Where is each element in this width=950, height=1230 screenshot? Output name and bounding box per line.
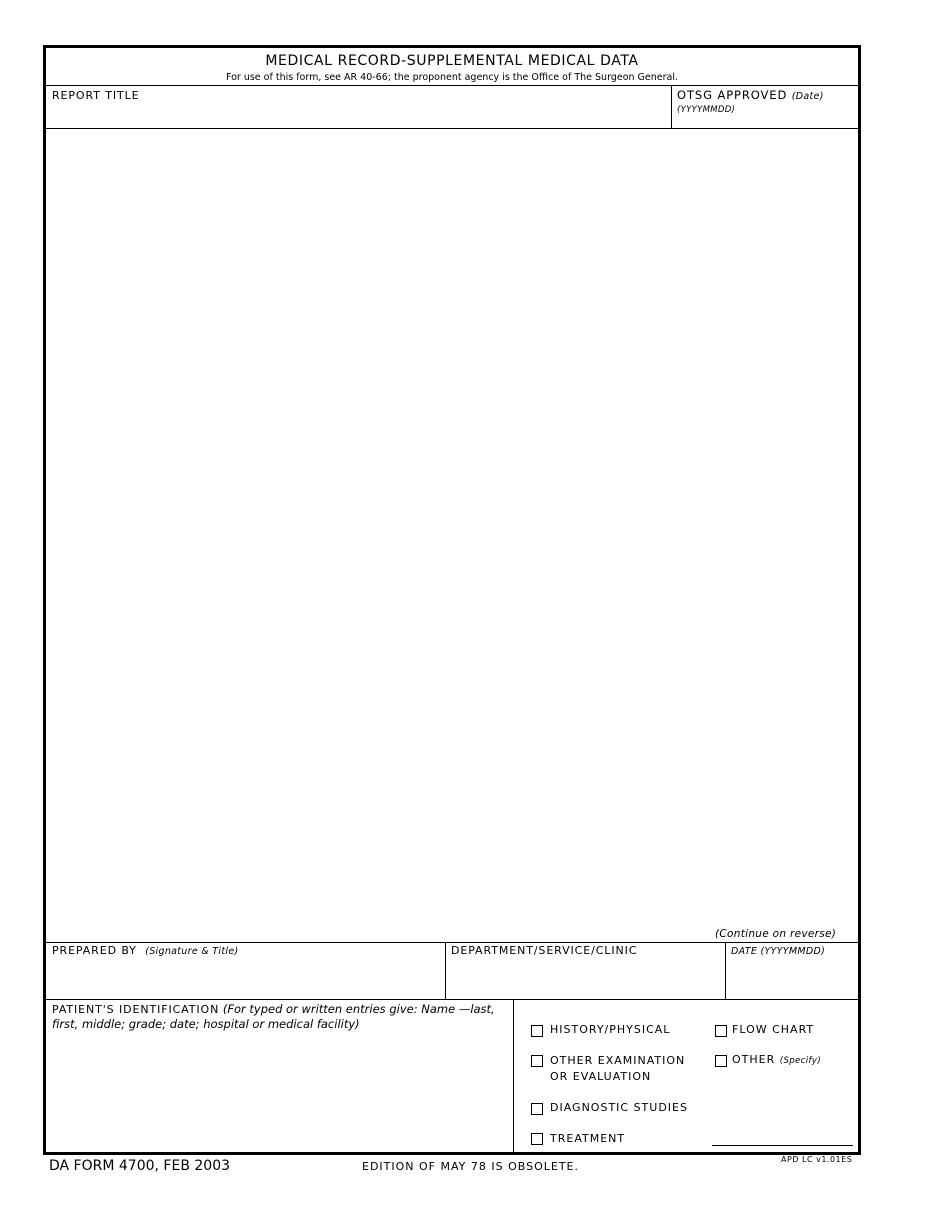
prepared-by-field[interactable] bbox=[46, 943, 445, 999]
flow-chart-label: FLOW CHART bbox=[732, 1023, 815, 1036]
otsg-date-hint: (Date) bbox=[791, 91, 824, 102]
diagnostic-studies-label: DIAGNOSTIC STUDIES bbox=[550, 1101, 688, 1114]
history-physical-checkbox[interactable] bbox=[531, 1025, 543, 1037]
form-title: MEDICAL RECORD-SUPPLEMENTAL MEDICAL DATA bbox=[265, 53, 639, 69]
edition-note: EDITION OF MAY 78 IS OBSOLETE. bbox=[362, 1160, 579, 1173]
patient-id-hint-2: first, middle; grade; date; hospital or medical facility) bbox=[52, 1017, 360, 1031]
divider bbox=[46, 999, 858, 1000]
history-physical-label: HISTORY/PHYSICAL bbox=[550, 1023, 671, 1036]
other-exam-line-1: OTHER EXAMINATION bbox=[550, 1054, 686, 1067]
other-label bbox=[732, 1052, 821, 1069]
report-title-field[interactable] bbox=[46, 86, 671, 128]
otsg-label-text: OTSG APPROVED bbox=[677, 88, 788, 102]
other-label-text: OTHER bbox=[732, 1053, 776, 1066]
treatment-checkbox[interactable] bbox=[531, 1133, 543, 1145]
date-field[interactable] bbox=[726, 943, 858, 999]
otsg-approved-label bbox=[677, 88, 824, 102]
report-body-area[interactable] bbox=[46, 129, 858, 941]
form-number: DA FORM 4700, FEB 2003 bbox=[49, 1158, 231, 1174]
otsg-format-hint: (YYYYMMDD) bbox=[677, 105, 736, 115]
patient-id-hint-1: (For typed or written entries give: Name —last, bbox=[222, 1002, 495, 1016]
other-checkbox[interactable] bbox=[715, 1055, 727, 1067]
patient-identification-field[interactable] bbox=[46, 1033, 513, 1152]
continue-note: (Continue on reverse) bbox=[715, 928, 837, 940]
form-frame bbox=[43, 45, 861, 1155]
other-examination-checkbox[interactable] bbox=[531, 1055, 543, 1067]
report-title-label: REPORT TITLE bbox=[52, 89, 140, 102]
patient-id-text: PATIENT'S IDENTIFICATION bbox=[52, 1003, 220, 1016]
department-field[interactable] bbox=[446, 943, 725, 999]
date-label: DATE (YYYYMMDD) bbox=[731, 946, 826, 957]
flow-chart-checkbox[interactable] bbox=[715, 1025, 727, 1037]
diagnostic-studies-checkbox[interactable] bbox=[531, 1103, 543, 1115]
form-subtitle: For use of this form, see AR 40-66; the proponent agency is the Office of The Surgeon General. bbox=[225, 72, 679, 83]
other-specify-line[interactable] bbox=[712, 1145, 853, 1146]
other-examination-label bbox=[550, 1053, 685, 1085]
prepared-by-text: PREPARED BY bbox=[52, 944, 137, 957]
prepared-by-hint: (Signature & Title) bbox=[145, 946, 239, 957]
patient-identification-label bbox=[52, 1002, 507, 1032]
version-label: APD LC v1.01ES bbox=[781, 1155, 853, 1164]
treatment-label: TREATMENT bbox=[550, 1132, 626, 1145]
department-label: DEPARTMENT/SERVICE/CLINIC bbox=[451, 944, 638, 957]
divider bbox=[513, 999, 514, 1152]
other-specify-hint: (Specify) bbox=[779, 1056, 822, 1066]
divider bbox=[671, 85, 672, 128]
other-exam-line-2: OR EVALUATION bbox=[550, 1070, 652, 1083]
